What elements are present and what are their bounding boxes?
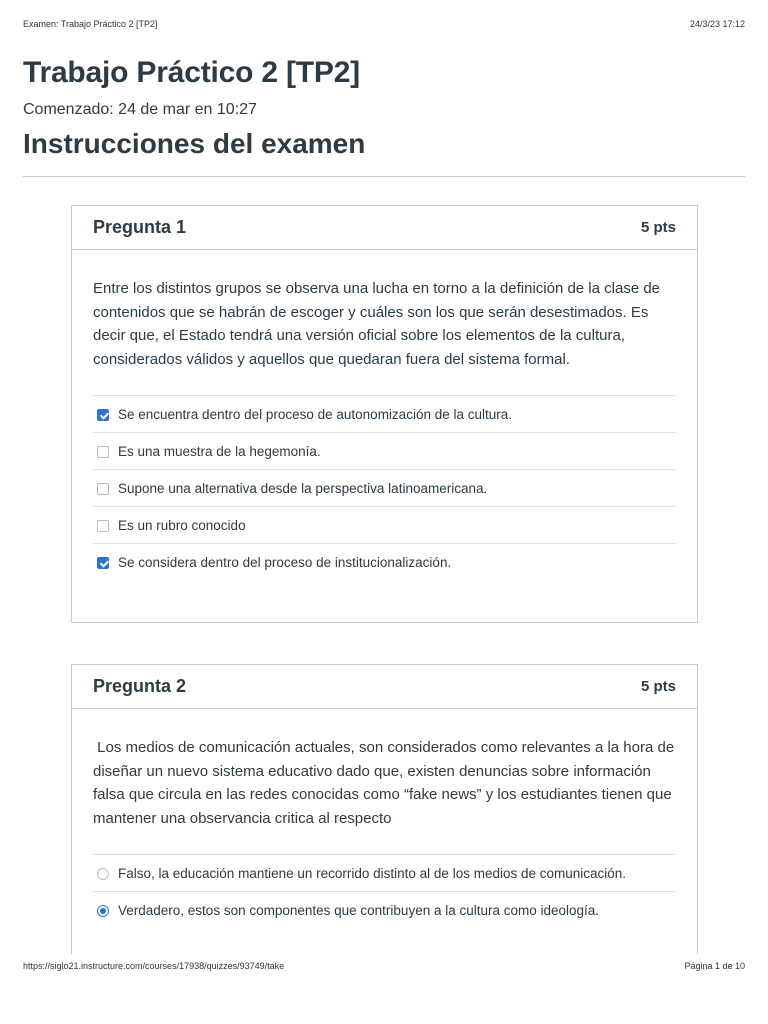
question-points: 5 pts [640,678,676,695]
answer-option[interactable] [93,891,676,928]
radio-selected-icon[interactable] [97,905,109,917]
print-footer-url: https://siglo21.instructure.com/courses/17938/quizzes/93749/take [23,961,285,971]
answer-option[interactable] [93,395,676,432]
answer-label: Es una muestra de la hegemonía. [118,443,321,459]
answer-option[interactable] [93,854,676,891]
answer-label: Falso, la educación mantiene un recorrido distinto al de los medios de comunicación. [118,865,627,881]
section-divider [23,176,745,177]
answer-option[interactable] [93,469,676,506]
answer-label: Es un rubro conocido [118,517,246,533]
question-1 [71,205,698,623]
question-header [72,206,697,250]
question-text: Entre los distintos grupos se observa una lucha en torno a la definición de la clase de contenidos que se habrán de escoger y cuáles son los que serán desestimados. Es decir que, el Estado tendrá una versión oficial sobre los elementos de la cultura, considerados válidos y aquellos que quedaran fuera del sistema formal. [93,280,661,368]
checkbox-icon[interactable] [97,483,109,495]
answer-option[interactable] [93,432,676,469]
answer-option[interactable] [93,543,676,580]
question-2 [71,664,698,954]
answer-list [93,854,676,928]
checkbox-checked-icon[interactable] [97,409,109,421]
print-header [23,19,745,31]
answer-list [93,395,676,580]
answer-label: Se encuentra dentro del proceso de autonomización de la cultura. [118,406,513,422]
print-header-datetime: 24/3/23 17:12 [689,19,745,29]
checkbox-checked-icon[interactable] [97,557,109,569]
radio-icon[interactable] [97,868,109,880]
answer-label: Verdadero, estos son componentes que contribuyen a la cultura como ideología. [118,902,600,918]
print-header-title: Examen: Trabajo Práctico 2 [TP2] [23,19,158,29]
question-name: Pregunta 1 [93,217,187,237]
question-text: Los medios de comunicación actuales, son considerados como relevantes a la hora de diseñar un nuevo sistema educativo dado que, existen denuncias sobre información falsa que circula en las redes conocidas como “fake news” y los estudiantes tienen que mantener una observancia critica al respecto [93,739,679,827]
question-name: Pregunta 2 [93,676,187,696]
print-footer-page: Página 1 de 10 [684,961,745,971]
question-header [72,665,697,709]
checkbox-icon[interactable] [97,446,109,458]
page-title: Trabajo Práctico 2 [TP2] [23,56,360,89]
answer-label: Se considera dentro del proceso de institucionalización. [118,554,452,570]
question-points: 5 pts [640,219,676,236]
print-footer [23,961,745,973]
section-title: Instrucciones del examen [23,128,366,159]
checkbox-icon[interactable] [97,520,109,532]
started-timestamp: Comenzado: 24 de mar en 10:27 [23,101,257,118]
answer-label: Supone una alternativa desde la perspectiva latinoamericana. [118,480,488,496]
answer-option[interactable] [93,506,676,543]
